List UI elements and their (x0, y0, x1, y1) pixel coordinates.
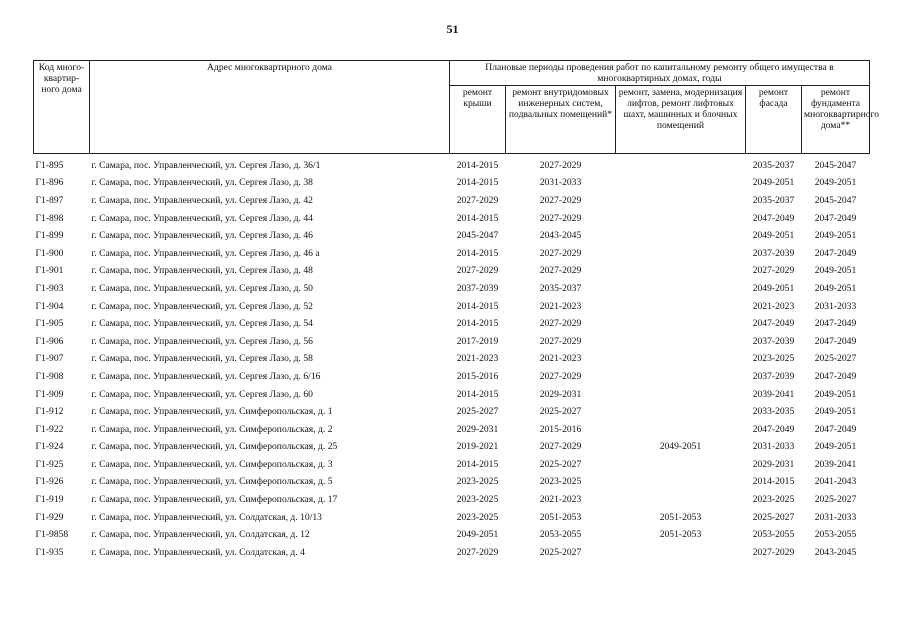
table-row (34, 175, 870, 193)
cell-roof: 2027-2029 (456, 546, 499, 558)
cell-roof: 2021-2023 (456, 353, 499, 365)
cell-roof: 2027-2029 (456, 194, 499, 206)
cell-foundation: 2025-2027 (814, 353, 857, 365)
cell-elevators: 2049-2051 (659, 441, 702, 453)
cell-code: Г1-912 (35, 406, 64, 418)
cell-elevators (616, 474, 746, 492)
cell-address: г. Самара, пос. Управленческий, ул. Симферопольская, д. 25 (91, 441, 338, 453)
cell-facade: 2031-2033 (752, 441, 795, 453)
cell-foundation: 2049-2051 (814, 230, 857, 242)
cell-code: Г1-929 (35, 511, 64, 523)
cell-elevators (616, 263, 746, 281)
cell-elevators (616, 421, 746, 439)
cell-code: Г1-906 (35, 335, 64, 347)
cell-foundation: 2031-2033 (814, 511, 857, 523)
cell-roof: 2015-2016 (456, 370, 499, 382)
cell-elevators (616, 544, 746, 562)
cell-facade: 2029-2031 (752, 458, 795, 470)
cell-elevators (616, 280, 746, 298)
cell-address: г. Самара, пос. Управленческий, ул. Сергея Лазо, д. 42 (91, 194, 313, 206)
cell-systems: 2051-2053 (539, 511, 582, 523)
cell-systems: 2021-2023 (539, 494, 582, 506)
cell-systems: 2015-2016 (539, 423, 582, 435)
table-row (34, 456, 870, 474)
header-elevators: ремонт, замена, модернизация лифтов, ремонт лифтовых шахт, машинных и блочных помещений (616, 86, 746, 154)
cell-systems: 2021-2023 (539, 353, 582, 365)
cell-systems: 2023-2025 (539, 476, 582, 488)
table-row (34, 315, 870, 333)
table-row (34, 509, 870, 527)
cell-foundation: 2039-2041 (814, 458, 857, 470)
cell-address: г. Самара, пос. Управленческий, ул. Сергея Лазо, д. 36/1 (91, 159, 321, 171)
cell-systems: 2031-2033 (539, 177, 582, 189)
cell-facade: 2035-2037 (752, 194, 795, 206)
cell-facade: 2037-2039 (752, 370, 795, 382)
cell-foundation: 2049-2051 (814, 388, 857, 400)
cell-code: Г1-898 (35, 212, 64, 224)
header-facade: ремонт фасада (746, 86, 802, 154)
cell-facade: 2027-2029 (752, 546, 795, 558)
cell-address: г. Самара, пос. Управленческий, ул. Симферопольская, д. 5 (91, 476, 333, 488)
cell-facade: 2053-2055 (752, 529, 795, 541)
cell-address: г. Самара, пос. Управленческий, ул. Сергея Лазо, д. 58 (91, 353, 313, 365)
cell-systems: 2027-2029 (539, 159, 582, 171)
cell-code: Г1-919 (35, 494, 64, 506)
cell-systems: 2025-2027 (539, 546, 582, 558)
cell-facade: 2033-2035 (752, 406, 795, 418)
table-row (34, 368, 870, 386)
cell-code: Г1-922 (35, 423, 64, 435)
cell-facade: 2047-2049 (752, 212, 795, 224)
table-row (34, 245, 870, 263)
cell-systems: 2027-2029 (539, 247, 582, 259)
cell-roof: 2014-2015 (456, 177, 499, 189)
cell-facade: 2049-2051 (752, 230, 795, 242)
cell-roof: 2027-2029 (456, 265, 499, 277)
cell-facade: 2039-2041 (752, 388, 795, 400)
cell-roof: 2014-2015 (456, 212, 499, 224)
table-row (34, 210, 870, 228)
table-row (34, 386, 870, 404)
cell-systems: 2021-2023 (539, 300, 582, 312)
cell-foundation: 2045-2047 (814, 159, 857, 171)
cell-elevators: 2051-2053 (659, 511, 702, 523)
cell-address: г. Самара, пос. Управленческий, ул. Сергея Лазо, д. 50 (91, 282, 313, 294)
cell-elevators (616, 154, 746, 175)
header-foundation: ремонт фундамента многоквартирного дома** (802, 86, 870, 154)
cell-roof: 2014-2015 (456, 458, 499, 470)
table-row (34, 526, 870, 544)
cell-systems: 2035-2037 (539, 282, 582, 294)
cell-facade: 2047-2049 (752, 318, 795, 330)
cell-address: г. Самара, пос. Управленческий, ул. Сергея Лазо, д. 44 (91, 212, 313, 224)
cell-code: Г1-925 (35, 458, 64, 470)
cell-foundation: 2025-2027 (814, 494, 857, 506)
cell-code: Г1-899 (35, 230, 64, 242)
cell-elevators (616, 403, 746, 421)
cell-systems: 2029-2031 (539, 388, 582, 400)
cell-roof: 2037-2039 (456, 282, 499, 294)
cell-elevators (616, 210, 746, 228)
cell-systems: 2053-2055 (539, 529, 582, 541)
cell-foundation: 2049-2051 (814, 441, 857, 453)
cell-code: Г1-896 (35, 177, 64, 189)
table-row (34, 439, 870, 457)
cell-address: г. Самара, пос. Управленческий, ул. Сергея Лазо, д. 46 (91, 230, 313, 242)
cell-code: Г1-901 (35, 265, 64, 277)
header-systems: ремонт внутридомовых инженерных систем, подвальных помещений* (506, 86, 616, 154)
cell-address: г. Самара, пос. Управленческий, ул. Сергея Лазо, д. 60 (91, 388, 313, 400)
cell-address: г. Самара, пос. Управленческий, ул. Сергея Лазо, д. 54 (91, 318, 313, 330)
cell-facade: 2049-2051 (752, 177, 795, 189)
cell-code: Г1-904 (35, 300, 64, 312)
table-row (34, 280, 870, 298)
cell-address: г. Самара, пос. Управленческий, ул. Солдатская, д. 10/13 (91, 511, 322, 523)
cell-facade: 2047-2049 (752, 423, 795, 435)
cell-systems: 2027-2029 (539, 441, 582, 453)
cell-systems: 2027-2029 (539, 194, 582, 206)
cell-facade: 2049-2051 (752, 282, 795, 294)
cell-elevators (616, 175, 746, 193)
cell-facade: 2021-2023 (752, 300, 795, 312)
table-row (34, 263, 870, 281)
cell-address: г. Самара, пос. Управленческий, ул. Симферопольская, д. 3 (91, 458, 333, 470)
table-row (34, 298, 870, 316)
cell-facade: 2023-2025 (752, 353, 795, 365)
cell-code: Г1-905 (35, 318, 64, 330)
cell-address: г. Самара, пос. Управленческий, ул. Сергея Лазо, д. 52 (91, 300, 313, 312)
cell-code: Г1-895 (35, 159, 64, 171)
cell-address: г. Самара, пос. Управленческий, ул. Сергея Лазо, д. 38 (91, 177, 313, 189)
header-code: Код много-квартир-ного дома (34, 61, 90, 154)
table-row (34, 491, 870, 509)
cell-systems: 2027-2029 (539, 265, 582, 277)
cell-roof: 2023-2025 (456, 476, 499, 488)
cell-foundation: 2041-2043 (814, 476, 857, 488)
cell-code: Г1-908 (35, 370, 64, 382)
cell-foundation: 2047-2049 (814, 335, 857, 347)
cell-systems: 2025-2027 (539, 458, 582, 470)
table-row (34, 474, 870, 492)
cell-foundation: 2031-2033 (814, 300, 857, 312)
cell-foundation: 2047-2049 (814, 247, 857, 259)
cell-foundation: 2043-2045 (814, 546, 857, 558)
cell-roof: 2014-2015 (456, 300, 499, 312)
cell-roof: 2025-2027 (456, 406, 499, 418)
cell-elevators (616, 368, 746, 386)
table-row (34, 154, 870, 175)
cell-facade: 2037-2039 (752, 335, 795, 347)
table-row (34, 227, 870, 245)
cell-address: г. Самара, пос. Управленческий, ул. Сергея Лазо, д. 46 а (91, 247, 320, 259)
cell-address: г. Самара, пос. Управленческий, ул. Сергея Лазо, д. 6/16 (91, 370, 321, 382)
cell-address: г. Самара, пос. Управленческий, ул. Солдатская, д. 12 (91, 529, 310, 541)
cell-systems: 2025-2027 (539, 406, 582, 418)
table-header (34, 61, 880, 154)
cell-foundation: 2049-2051 (814, 282, 857, 294)
cell-systems: 2043-2045 (539, 230, 582, 242)
cell-roof: 2014-2015 (456, 159, 499, 171)
table-row (34, 351, 870, 369)
cell-foundation: 2049-2051 (814, 406, 857, 418)
table-row (34, 333, 870, 351)
cell-code: Г1-907 (35, 353, 64, 365)
cell-elevators (616, 227, 746, 245)
repair-schedule-table (33, 60, 880, 562)
table-row (34, 192, 870, 210)
cell-elevators (616, 456, 746, 474)
cell-code: Г1-900 (35, 247, 64, 259)
cell-address: г. Самара, пос. Управленческий, ул. Симферопольская, д. 17 (91, 494, 338, 506)
cell-systems: 2027-2029 (539, 335, 582, 347)
cell-facade: 2035-2037 (752, 159, 795, 171)
cell-foundation: 2047-2049 (814, 423, 857, 435)
table-body (34, 154, 870, 562)
cell-systems: 2027-2029 (539, 318, 582, 330)
cell-elevators (616, 315, 746, 333)
cell-elevators (616, 192, 746, 210)
cell-facade: 2014-2015 (752, 476, 795, 488)
cell-elevators (616, 386, 746, 404)
cell-roof: 2023-2025 (456, 511, 499, 523)
cell-foundation: 2047-2049 (814, 318, 857, 330)
cell-roof: 2017-2019 (456, 335, 499, 347)
cell-address: г. Самара, пос. Управленческий, ул. Симферопольская, д. 1 (91, 406, 333, 418)
cell-code: Г1-935 (35, 546, 64, 558)
cell-foundation: 2045-2047 (814, 194, 857, 206)
cell-address: г. Самара, пос. Управленческий, ул. Сергея Лазо, д. 56 (91, 335, 313, 347)
header-address: Адрес многоквартирного дома (90, 61, 450, 154)
cell-roof: 2045-2047 (456, 230, 499, 242)
cell-roof: 2014-2015 (456, 318, 499, 330)
cell-foundation: 2053-2055 (814, 529, 857, 541)
cell-facade: 2025-2027 (752, 511, 795, 523)
cell-code: Г1-9858 (35, 529, 69, 541)
cell-roof: 2014-2015 (456, 247, 499, 259)
cell-address: г. Самара, пос. Управленческий, ул. Солдатская, д. 4 (91, 546, 305, 558)
cell-systems: 2027-2029 (539, 370, 582, 382)
cell-roof: 2023-2025 (456, 494, 499, 506)
cell-foundation: 2049-2051 (814, 265, 857, 277)
cell-address: г. Самара, пос. Управленческий, ул. Симферопольская, д. 2 (91, 423, 333, 435)
cell-code: Г1-903 (35, 282, 64, 294)
cell-address: г. Самара, пос. Управленческий, ул. Сергея Лазо, д. 48 (91, 265, 313, 277)
cell-code: Г1-924 (35, 441, 64, 453)
cell-elevators (616, 333, 746, 351)
cell-roof: 2014-2015 (456, 388, 499, 400)
cell-facade: 2037-2039 (752, 247, 795, 259)
cell-code: Г1-909 (35, 388, 64, 400)
cell-elevators (616, 298, 746, 316)
header-periods: Плановые периоды проведения работ по капитальному ремонту общего имущества в многоквартирных домах, годы (450, 61, 870, 86)
cell-elevators (616, 245, 746, 263)
cell-elevators (616, 491, 746, 509)
cell-facade: 2027-2029 (752, 265, 795, 277)
cell-systems: 2027-2029 (539, 212, 582, 224)
header-roof: ремонт крыши (450, 86, 506, 154)
table-row (34, 403, 870, 421)
cell-foundation: 2049-2051 (814, 177, 857, 189)
cell-roof: 2019-2021 (456, 441, 499, 453)
table-row (34, 544, 870, 562)
cell-code: Г1-926 (35, 476, 64, 488)
cell-facade: 2023-2025 (752, 494, 795, 506)
table-row (34, 421, 870, 439)
cell-foundation: 2047-2049 (814, 212, 857, 224)
cell-code: Г1-897 (35, 194, 64, 206)
cell-elevators (616, 351, 746, 369)
cell-roof: 2029-2031 (456, 423, 499, 435)
cell-elevators: 2051-2053 (659, 529, 702, 541)
page-number: 51 (446, 22, 459, 36)
cell-roof: 2049-2051 (456, 529, 499, 541)
cell-foundation: 2047-2049 (814, 370, 857, 382)
